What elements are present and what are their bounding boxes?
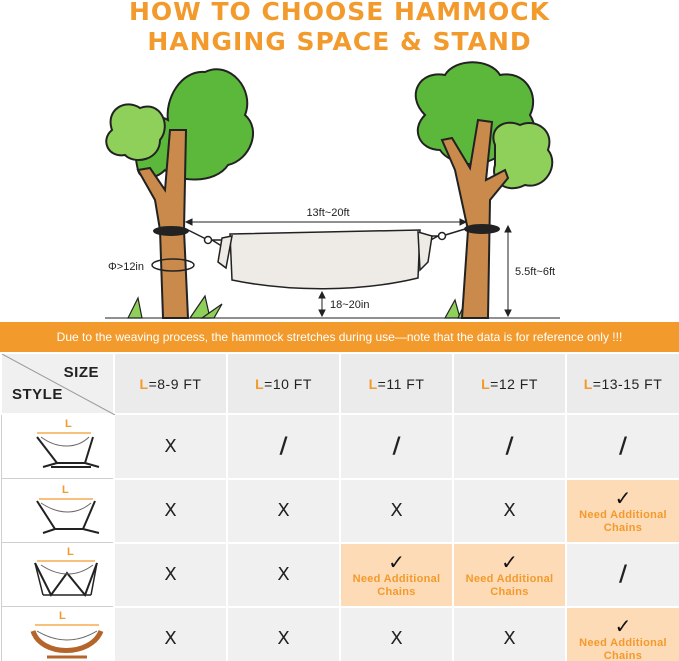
right-tree	[416, 62, 556, 318]
length-letter: L	[59, 610, 66, 622]
not-fit-mark: X	[503, 628, 516, 649]
length-letter: L	[481, 375, 491, 392]
column-label: =8-9 FT	[148, 375, 202, 392]
stand-style-1-icon	[1, 414, 114, 479]
fit-mark: /	[505, 433, 514, 459]
length-letter: L	[368, 375, 378, 392]
page-title-line2: HANGING SPACE & STAND	[147, 27, 532, 56]
not-fit-mark: X	[164, 564, 177, 585]
column-header	[453, 353, 566, 414]
compatibility-cell	[566, 479, 679, 543]
stand-style-3-icon	[1, 543, 114, 607]
compatibility-cell	[453, 543, 566, 607]
column-header	[566, 353, 679, 414]
chain-note: Chains	[603, 521, 643, 534]
column-label: =13-15 FT	[592, 375, 663, 392]
compatibility-cell	[114, 414, 227, 479]
length-letter: L	[62, 484, 69, 496]
compatibility-cell	[453, 607, 566, 661]
table-row	[1, 479, 679, 543]
column-label: =10 FT	[264, 375, 312, 392]
column-header	[227, 353, 340, 414]
chain-note: Need Additional	[465, 572, 554, 585]
column-header	[340, 353, 453, 414]
clearance-measure	[319, 292, 325, 316]
fit-mark: /	[279, 433, 288, 459]
compatibility-cell	[114, 543, 227, 607]
compatibility-cell	[227, 543, 340, 607]
height-label: 5.5ft~6ft	[515, 266, 556, 278]
hammock-illustration	[186, 229, 465, 289]
stand-style-2-icon	[1, 479, 114, 543]
span-measure	[186, 219, 466, 225]
length-letter: L	[65, 418, 72, 430]
diameter-label: Φ>12in	[108, 261, 144, 273]
compatibility-cell	[114, 479, 227, 543]
check-icon: ✓	[501, 549, 518, 574]
not-fit-mark: X	[164, 628, 177, 649]
disclaimer-banner: Due to the weaving process, the hammock stretches during use—note that the data is for reference only !!!	[0, 322, 679, 352]
compatibility-cell	[566, 543, 679, 607]
chain-note: Need Additional	[579, 508, 667, 521]
compatibility-cell	[227, 479, 340, 543]
length-letter: L	[67, 546, 74, 558]
compatibility-cell	[227, 607, 340, 661]
chain-note: Chains	[377, 585, 416, 598]
size-header: SIZE	[63, 364, 99, 381]
column-label: =11 FT	[377, 375, 425, 392]
check-icon: ✓	[388, 549, 405, 574]
column-label: =12 FT	[490, 375, 538, 392]
compatibility-cell	[340, 543, 453, 607]
not-fit-mark: X	[277, 564, 290, 585]
length-letter: L	[139, 375, 149, 392]
chain-note: Chains	[490, 585, 529, 598]
table-header-row	[1, 353, 679, 414]
span-label: 13ft~20ft	[306, 207, 350, 219]
height-measure	[505, 226, 511, 316]
compatibility-cell	[453, 414, 566, 479]
table-row	[1, 543, 679, 607]
page-title-line1: HOW TO CHOOSE HAMMOCK	[128, 0, 551, 26]
length-letter: L	[583, 375, 593, 392]
not-fit-mark: X	[390, 500, 403, 521]
check-icon: ✓	[614, 613, 632, 638]
table-row	[1, 607, 679, 661]
style-header: STYLE	[12, 386, 63, 403]
compatibility-cell	[566, 414, 679, 479]
stand-compatibility-table	[0, 352, 679, 661]
column-header	[114, 353, 227, 414]
fit-mark: /	[618, 562, 628, 587]
left-tree	[106, 69, 253, 318]
chain-note: Chains	[603, 649, 643, 661]
not-fit-mark: X	[164, 435, 177, 457]
table-row	[1, 414, 679, 479]
compatibility-cell	[566, 607, 679, 661]
not-fit-mark: X	[390, 628, 403, 649]
not-fit-mark: X	[277, 500, 290, 521]
check-icon: ✓	[614, 485, 632, 510]
compatibility-cell	[340, 607, 453, 661]
fit-mark: /	[618, 433, 628, 459]
compatibility-cell	[340, 479, 453, 543]
compatibility-cell	[340, 414, 453, 479]
stand-style-4-icon	[1, 607, 114, 661]
chain-note: Need Additional	[579, 636, 667, 649]
not-fit-mark: X	[277, 628, 290, 649]
fit-mark: /	[392, 433, 401, 459]
clearance-label: 18~20in	[330, 299, 370, 311]
table-corner	[1, 353, 114, 414]
compatibility-cell	[227, 414, 340, 479]
compatibility-cell	[114, 607, 227, 661]
not-fit-mark: X	[503, 500, 516, 521]
not-fit-mark: X	[164, 500, 177, 521]
length-letter: L	[255, 375, 265, 392]
hammock-diagram	[0, 0, 679, 330]
chain-note: Need Additional	[352, 572, 441, 585]
compatibility-cell	[453, 479, 566, 543]
